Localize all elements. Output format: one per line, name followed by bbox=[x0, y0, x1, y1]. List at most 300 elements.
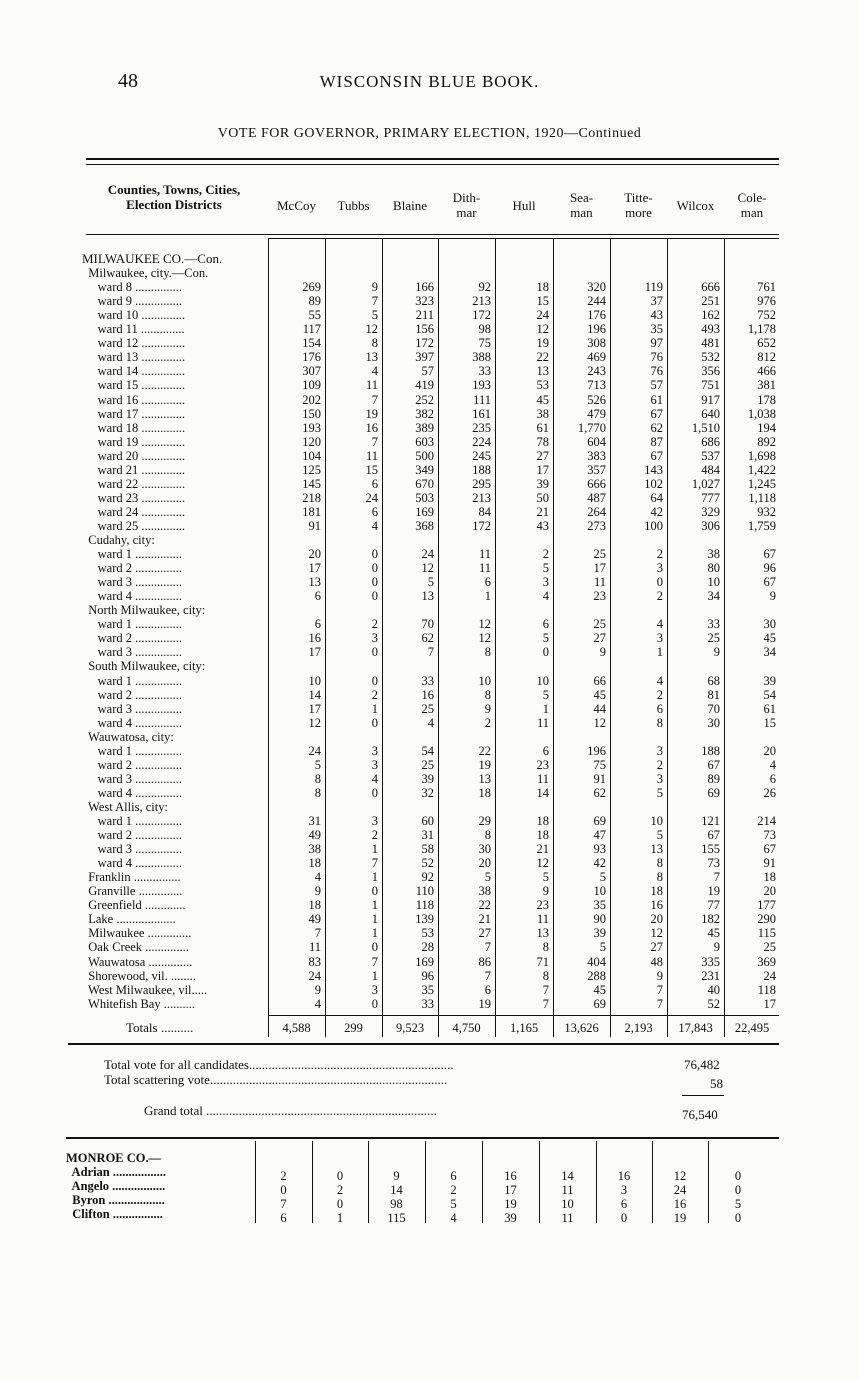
vote-cell: 14 bbox=[308, 687, 321, 702]
vote-cell: 382 bbox=[415, 406, 434, 421]
vote-cell: 34 bbox=[763, 645, 776, 660]
vote-cell: 308 bbox=[587, 336, 606, 351]
vote-cell: 24 bbox=[421, 547, 434, 562]
vote-cell: 13 bbox=[365, 350, 378, 365]
vote-cell: 30 bbox=[763, 617, 776, 632]
vote-cell: 18 bbox=[650, 884, 663, 899]
vote-cell: 1 bbox=[371, 870, 378, 885]
vote-cell: 2 bbox=[336, 1182, 344, 1197]
vote-cell: 20 bbox=[763, 884, 776, 899]
column-divider bbox=[438, 238, 439, 1037]
vote-cell: 329 bbox=[701, 504, 720, 519]
vote-cell: 162 bbox=[701, 308, 720, 323]
vote-cell: 12 bbox=[478, 631, 491, 646]
vote-cell: 0 bbox=[371, 547, 378, 562]
vote-cell: 357 bbox=[587, 462, 606, 477]
vote-cell: 9 bbox=[713, 645, 720, 660]
vote-cell: 11 bbox=[536, 771, 549, 786]
vote-cell: 10 bbox=[650, 814, 663, 828]
table-title: VOTE FOR GOVERNOR, PRIMARY ELECTION, 1920—Continued bbox=[217, 126, 642, 141]
vote-cell: 45 bbox=[536, 392, 549, 407]
district-label: ward 3 ............... bbox=[82, 842, 182, 857]
vote-cell: 1 bbox=[371, 926, 378, 941]
district-label: Angelo ................. bbox=[66, 1178, 166, 1193]
vote-cell: 3 bbox=[542, 575, 549, 590]
vote-cell: 24 bbox=[536, 308, 549, 323]
district-label: Byron .................. bbox=[66, 1192, 165, 1207]
district-label: ward 19 .............. bbox=[82, 434, 186, 449]
district-label: Milwaukee .............. bbox=[82, 926, 192, 941]
district-label: ward 2 ............... bbox=[82, 561, 182, 576]
vote-cell: 17 bbox=[763, 996, 776, 1011]
vote-cell: 73 bbox=[707, 856, 720, 871]
column-header-seaman: Sea- man bbox=[569, 190, 594, 220]
vote-cell: 53 bbox=[421, 926, 434, 941]
vote-cell: 1,118 bbox=[748, 490, 776, 505]
vote-cell: 70 bbox=[707, 701, 720, 716]
vote-cell: 39 bbox=[536, 476, 549, 491]
vote-cell: 273 bbox=[587, 518, 606, 533]
vote-cell: 19 bbox=[504, 1196, 517, 1211]
district-label: ward 2 ............... bbox=[82, 687, 182, 702]
vote-cell: 892 bbox=[757, 434, 776, 449]
vote-cell: 16 bbox=[650, 898, 663, 913]
vote-cell: 84 bbox=[478, 504, 491, 519]
vote-cell: 96 bbox=[421, 968, 434, 983]
vote-cell: 177 bbox=[757, 898, 776, 913]
vote-cell: 33 bbox=[421, 996, 434, 1011]
vote-cell: 62 bbox=[650, 420, 663, 435]
vote-cell: 11 bbox=[561, 1182, 574, 1197]
vote-cell: 139 bbox=[415, 912, 434, 927]
vote-cell: 6 bbox=[484, 575, 491, 590]
column-header-hull: Hull bbox=[512, 198, 536, 213]
vote-cell: 640 bbox=[701, 406, 720, 421]
vote-cell: 32 bbox=[421, 785, 434, 800]
vote-cell: 20 bbox=[478, 856, 491, 871]
district-label: ward 1 ............... bbox=[82, 814, 182, 828]
vote-cell: 3 bbox=[371, 982, 378, 997]
vote-cell: 761 bbox=[757, 280, 776, 295]
vote-cell: 155 bbox=[701, 842, 720, 857]
vote-cell: 1 bbox=[656, 645, 663, 660]
district-label: ward 2 ............... bbox=[82, 757, 182, 772]
column-divider bbox=[312, 1141, 313, 1223]
vote-cell: 57 bbox=[421, 364, 434, 379]
totals-cell: 9,523 bbox=[395, 1020, 425, 1035]
vote-cell: 666 bbox=[701, 280, 720, 295]
vote-cell: 503 bbox=[415, 490, 434, 505]
district-label: ward 2 ............... bbox=[82, 631, 182, 646]
vote-cell: 976 bbox=[757, 294, 776, 309]
vote-cell: 5 bbox=[599, 940, 606, 955]
vote-cell: 1 bbox=[371, 898, 378, 913]
vote-cell: 67 bbox=[763, 842, 776, 857]
vote-cell: 8 bbox=[656, 715, 663, 730]
vote-cell: 100 bbox=[644, 518, 663, 533]
vote-cell: 33 bbox=[421, 673, 434, 688]
vote-cell: 25 bbox=[763, 940, 776, 955]
vote-cell: 26 bbox=[763, 785, 776, 800]
vote-cell: 30 bbox=[707, 715, 720, 730]
vote-cell: 42 bbox=[650, 504, 663, 519]
vote-cell: 10 bbox=[308, 673, 321, 688]
vote-cell: 0 bbox=[280, 1182, 287, 1197]
vote-cell: 2 bbox=[656, 589, 663, 604]
totals-cell: 4,750 bbox=[452, 1020, 481, 1035]
vote-cell: 1,422 bbox=[747, 462, 776, 477]
vote-cell: 3 bbox=[656, 631, 663, 646]
vote-cell: 154 bbox=[302, 336, 321, 351]
district-label: ward 12 .............. bbox=[82, 336, 186, 351]
vote-cell: 91 bbox=[308, 518, 321, 533]
vote-cell: 61 bbox=[763, 701, 776, 716]
vote-cell: 19 bbox=[478, 757, 491, 772]
vote-cell: 9 bbox=[656, 968, 663, 983]
vote-cell: 1 bbox=[336, 1210, 344, 1225]
district-label: ward 11 .............. bbox=[82, 322, 185, 337]
vote-cell: 269 bbox=[302, 280, 321, 295]
column-divider bbox=[652, 1141, 653, 1223]
vote-cell: 166 bbox=[415, 280, 434, 295]
vote-cell: 3 bbox=[371, 757, 378, 772]
vote-cell: 69 bbox=[707, 785, 720, 800]
vote-cell: 7 bbox=[371, 392, 378, 407]
vote-cell: 16 bbox=[617, 1168, 631, 1183]
column-divider bbox=[708, 1141, 709, 1223]
vote-cell: 8 bbox=[484, 645, 491, 660]
vote-cell: 35 bbox=[421, 982, 434, 997]
vote-cell: 2 bbox=[371, 617, 378, 632]
scattering-label: Total scattering vote......................................................................... bbox=[104, 1071, 448, 1087]
vote-cell: 54 bbox=[763, 687, 776, 702]
vote-cell: 7 bbox=[371, 294, 378, 309]
vote-cell: 1 bbox=[484, 589, 491, 604]
district-label: ward 1 ............... bbox=[82, 673, 182, 688]
vote-cell: 213 bbox=[472, 294, 491, 309]
vote-cell: 306 bbox=[701, 518, 720, 533]
vote-cell: 21 bbox=[536, 842, 549, 857]
vote-cell: 235 bbox=[472, 420, 491, 435]
vote-cell: 6 bbox=[450, 1168, 457, 1183]
vote-cell: 1,038 bbox=[747, 406, 776, 421]
vote-cell: 8 bbox=[484, 687, 491, 702]
vote-cell: 18 bbox=[536, 828, 549, 843]
vote-cell: 76 bbox=[650, 350, 663, 365]
vote-cell: 0 bbox=[620, 1210, 628, 1225]
vote-cell: 28 bbox=[421, 940, 434, 955]
page-number: 48 bbox=[118, 70, 138, 92]
vote-cell: 21 bbox=[536, 504, 549, 519]
vote-cell: 102 bbox=[644, 476, 663, 491]
vote-cell: 125 bbox=[302, 462, 321, 477]
vote-cell: 320 bbox=[587, 280, 606, 295]
vote-cell: 23 bbox=[593, 589, 606, 604]
vote-cell: 7 bbox=[713, 870, 720, 885]
vote-cell: 188 bbox=[472, 462, 491, 477]
vote-cell: 80 bbox=[707, 561, 720, 576]
vote-cell: 7 bbox=[280, 1196, 287, 1211]
vote-cell: 115 bbox=[757, 926, 776, 941]
vote-cell: 5 bbox=[427, 575, 434, 590]
vote-cell: 1 bbox=[371, 912, 378, 927]
vote-cell: 2 bbox=[656, 757, 663, 772]
district-label: ward 1 ............... bbox=[82, 617, 182, 632]
vote-cell: 7 bbox=[427, 645, 434, 660]
vote-cell: 6 bbox=[371, 476, 378, 491]
vote-cell: 50 bbox=[536, 490, 549, 505]
rule-line bbox=[268, 238, 779, 239]
vote-cell: 8 bbox=[656, 856, 663, 871]
vote-cell: 75 bbox=[593, 757, 606, 772]
totals-cell: 299 bbox=[344, 1020, 363, 1035]
vote-cell: 9 bbox=[769, 589, 776, 604]
vote-cell: 5 bbox=[656, 785, 663, 800]
vote-cell: 20 bbox=[650, 912, 663, 927]
vote-cell: 120 bbox=[302, 434, 321, 449]
vote-cell: 24 bbox=[763, 968, 776, 983]
vote-cell: 27 bbox=[593, 631, 606, 646]
column-divider bbox=[425, 1141, 426, 1223]
vote-cell: 1,245 bbox=[747, 476, 776, 491]
vote-cell: 20 bbox=[308, 547, 321, 562]
vote-cell: 33 bbox=[478, 364, 491, 379]
vote-cell: 2 bbox=[656, 687, 663, 702]
vote-cell: 5 bbox=[542, 687, 549, 702]
vote-cell: 243 bbox=[587, 364, 606, 379]
vote-cell: 1,027 bbox=[691, 476, 720, 491]
vote-cell: 6 bbox=[314, 617, 321, 632]
vote-cell: 469 bbox=[587, 350, 606, 365]
column-divider bbox=[553, 238, 554, 1037]
vote-cell: 10 bbox=[478, 673, 491, 688]
vote-cell: 0 bbox=[371, 645, 378, 660]
rule-line bbox=[86, 158, 779, 160]
vote-cell: 25 bbox=[421, 701, 434, 716]
district-label: Oak Creek .............. bbox=[82, 940, 189, 955]
vote-cell: 15 bbox=[365, 462, 378, 477]
vote-cell: 1,510 bbox=[691, 420, 720, 435]
vote-cell: 38 bbox=[707, 547, 720, 562]
column-divider bbox=[610, 238, 611, 1037]
vote-cell: 4 bbox=[450, 1210, 457, 1225]
column-header-tubbs: Tubbs bbox=[337, 198, 370, 213]
vote-cell: 4 bbox=[314, 870, 321, 885]
rule-line bbox=[268, 1015, 779, 1016]
column-header-wilcox: Wilcox bbox=[676, 198, 715, 213]
vote-cell: 61 bbox=[650, 392, 663, 407]
vote-cell: 5 bbox=[542, 561, 549, 576]
vote-cell: 10 bbox=[561, 1196, 574, 1211]
section-heading: MONROE CO.— bbox=[66, 1150, 162, 1165]
district-label: ward 23 .............. bbox=[82, 490, 186, 505]
vote-cell: 31 bbox=[308, 814, 321, 828]
vote-cell: 67 bbox=[650, 448, 663, 463]
vote-cell: 67 bbox=[763, 547, 776, 562]
district-label: ward 1 ............... bbox=[82, 547, 182, 562]
vote-cell: 20 bbox=[763, 743, 776, 758]
vote-cell: 17 bbox=[593, 561, 606, 576]
vote-cell: 89 bbox=[707, 771, 720, 786]
vote-cell: 4 bbox=[427, 715, 434, 730]
district-label: Wauwatosa .............. bbox=[82, 954, 193, 969]
vote-cell: 62 bbox=[421, 631, 434, 646]
vote-cell: 0 bbox=[371, 561, 378, 576]
rule-line bbox=[66, 1137, 779, 1139]
vote-cell: 43 bbox=[536, 518, 549, 533]
vote-cell: 17 bbox=[308, 561, 321, 576]
vote-cell: 2 bbox=[280, 1168, 287, 1183]
vote-cell: 211 bbox=[415, 308, 434, 323]
vote-cell: 45 bbox=[763, 631, 776, 646]
vote-cell: 92 bbox=[421, 870, 434, 885]
vote-cell: 2 bbox=[450, 1182, 457, 1197]
vote-cell: 49 bbox=[308, 912, 321, 927]
vote-cell: 389 bbox=[415, 420, 434, 435]
column-divider bbox=[482, 1141, 483, 1223]
vote-cell: 35 bbox=[593, 898, 606, 913]
section-heading: Cudahy, city: bbox=[82, 533, 155, 547]
vote-cell: 7 bbox=[371, 856, 378, 871]
vote-cell: 777 bbox=[701, 490, 720, 505]
vote-cell: 52 bbox=[421, 856, 434, 871]
rule-line bbox=[682, 1095, 724, 1096]
vote-cell: 104 bbox=[302, 448, 321, 463]
vote-cell: 12 bbox=[536, 322, 549, 337]
vote-cell: 29 bbox=[478, 814, 491, 828]
vote-cell: 9 bbox=[599, 645, 606, 660]
vote-cell: 13 bbox=[478, 771, 491, 786]
vote-cell: 67 bbox=[707, 757, 720, 772]
vote-cell: 7 bbox=[371, 434, 378, 449]
vote-cell: 6 bbox=[371, 504, 378, 519]
vote-cell: 12 bbox=[421, 561, 434, 576]
vote-cell: 11 bbox=[365, 378, 378, 393]
vote-cell: 917 bbox=[701, 392, 720, 407]
vote-cell: 52 bbox=[707, 996, 720, 1011]
section-heading: West Allis, city: bbox=[82, 799, 168, 814]
vote-cell: 66 bbox=[593, 673, 606, 688]
vote-cell: 67 bbox=[763, 575, 776, 590]
vote-cell: 0 bbox=[656, 575, 663, 590]
vote-cell: 481 bbox=[701, 336, 720, 351]
vote-cell: 30 bbox=[478, 842, 491, 857]
vote-cell: 466 bbox=[757, 364, 776, 379]
column-divider bbox=[368, 1141, 369, 1223]
vote-cell: 17 bbox=[504, 1182, 517, 1197]
vote-cell: 40 bbox=[707, 982, 720, 997]
vote-cell: 22 bbox=[478, 743, 491, 758]
vote-cell: 24 bbox=[365, 490, 378, 505]
vote-cell: 156 bbox=[415, 322, 434, 337]
vote-cell: 13 bbox=[308, 575, 321, 590]
vote-cell: 16 bbox=[308, 631, 321, 646]
vote-cell: 202 bbox=[302, 392, 321, 407]
vote-cell: 17 bbox=[536, 462, 549, 477]
vote-cell: 14 bbox=[390, 1182, 403, 1197]
district-label: ward 3 ............... bbox=[82, 575, 182, 590]
vote-cell: 9 bbox=[713, 940, 720, 955]
district-label: ward 3 ............... bbox=[82, 771, 182, 786]
vote-cell: 5 bbox=[599, 870, 606, 885]
vote-cell: 57 bbox=[650, 378, 663, 393]
vote-cell: 44 bbox=[593, 701, 606, 716]
vote-cell: 27 bbox=[478, 926, 491, 941]
vote-cell: 39 bbox=[763, 673, 776, 688]
vote-cell: 169 bbox=[415, 504, 434, 519]
district-label: ward 4 ............... bbox=[82, 589, 182, 604]
vote-cell: 12 bbox=[536, 856, 549, 871]
vote-cell: 98 bbox=[390, 1196, 403, 1211]
vote-cell: 4 bbox=[769, 757, 776, 772]
vote-cell: 3 bbox=[371, 814, 378, 828]
vote-cell: 169 bbox=[415, 954, 434, 969]
vote-cell: 45 bbox=[707, 926, 720, 941]
vote-cell: 11 bbox=[478, 561, 491, 576]
vote-cell: 23 bbox=[536, 757, 549, 772]
vote-cell: 218 bbox=[302, 490, 321, 505]
vote-cell: 150 bbox=[302, 406, 321, 421]
vote-cell: 35 bbox=[650, 322, 663, 337]
vote-cell: 118 bbox=[415, 898, 434, 913]
vote-cell: 252 bbox=[415, 392, 434, 407]
rule-line bbox=[86, 234, 779, 235]
district-label: ward 18 .............. bbox=[82, 420, 186, 435]
vote-cell: 10 bbox=[536, 673, 549, 688]
vote-cell: 23 bbox=[536, 898, 549, 913]
vote-cell: 7 bbox=[484, 968, 491, 983]
vote-cell: 89 bbox=[308, 294, 321, 309]
vote-cell: 172 bbox=[472, 518, 491, 533]
column-divider bbox=[268, 238, 269, 1037]
vote-cell: 264 bbox=[587, 504, 606, 519]
vote-cell: 0 bbox=[371, 575, 378, 590]
vote-cell: 288 bbox=[587, 968, 606, 983]
district-label: ward 17 .............. bbox=[82, 406, 186, 421]
vote-cell: 604 bbox=[587, 434, 606, 449]
vote-cell: 178 bbox=[757, 392, 776, 407]
vote-cell: 388 bbox=[472, 350, 491, 365]
vote-cell: 55 bbox=[308, 308, 321, 323]
vote-cell: 349 bbox=[415, 462, 434, 477]
vote-cell: 193 bbox=[472, 378, 491, 393]
vote-cell: 5 bbox=[734, 1196, 742, 1211]
vote-cell: 176 bbox=[587, 308, 606, 323]
vote-cell: 39 bbox=[421, 771, 434, 786]
vote-cell: 1 bbox=[371, 842, 378, 857]
vote-cell: 12 bbox=[673, 1168, 687, 1183]
vote-cell: 397 bbox=[415, 350, 434, 365]
vote-cell: 4 bbox=[314, 996, 321, 1011]
vote-cell: 4 bbox=[656, 617, 663, 632]
column-divider bbox=[325, 238, 326, 1037]
vote-cell: 11 bbox=[478, 547, 491, 562]
vote-cell: 12 bbox=[365, 322, 378, 337]
vote-cell: 18 bbox=[763, 870, 776, 885]
vote-cell: 17 bbox=[308, 701, 321, 716]
vote-cell: 47 bbox=[593, 828, 606, 843]
vote-cell: 323 bbox=[415, 294, 434, 309]
column-divider bbox=[495, 238, 496, 1037]
district-label: ward 4 ............... bbox=[82, 785, 182, 800]
vote-cell: 21 bbox=[478, 912, 491, 927]
vote-cell: 43 bbox=[650, 308, 663, 323]
vote-cell: 356 bbox=[701, 364, 720, 379]
vote-cell: 17 bbox=[308, 645, 321, 660]
vote-cell: 16 bbox=[504, 1168, 517, 1183]
vote-cell: 7 bbox=[542, 996, 549, 1011]
vote-cell: 231 bbox=[701, 968, 720, 983]
